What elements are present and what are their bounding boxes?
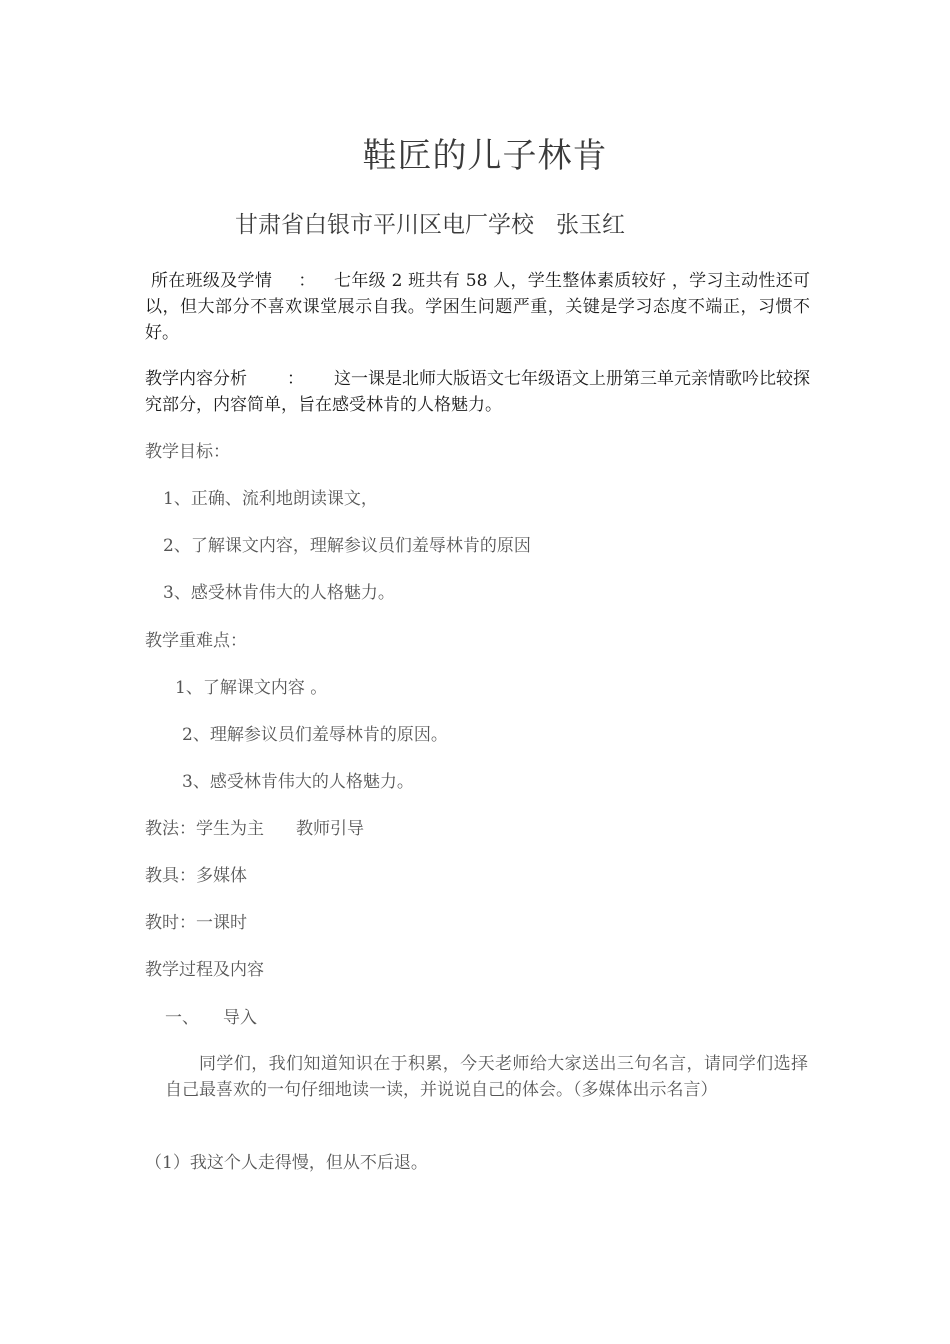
document-title: 鞋匠的儿子林肯 [362,136,608,176]
content-analysis-colon: ： [287,369,304,389]
goals-heading: 教学目标： [145,442,230,462]
section-number: 一、 [165,1008,199,1028]
goal-item-3: 3、感受林肯伟大的人格魅力。 [163,583,395,603]
method-teacher: 教师引导 [296,819,364,839]
content-analysis-paragraph [145,366,810,418]
key-point-item-1: 1、了解课文内容 。 [175,678,328,698]
key-point-item-2: 2、理解参议员们羞辱林肯的原因。 [182,725,448,745]
quote-1: （1）我这个人走得慢，但从不后退。 [145,1153,428,1173]
key-points-heading: 教学重难点： [145,631,247,651]
class-info-paragraph [145,268,810,346]
goal-item-1: 1、正确、流利地朗读课文， [163,489,378,509]
process-heading: 教学过程及内容 [145,960,264,980]
tools-line: 教具：多媒体 [145,866,247,886]
method-student: 学生为主 [196,819,264,839]
class-info-text: 七年级 2 班共有 58 人，学生整体素质较好 ，学习主动性还可以，但大部分不喜欢课堂展示自我。学困生问题严重，关键是学习态度不端正，习惯不好。 [145,271,811,343]
class-info-label: 所在班级及学情 [151,271,273,291]
author-name: 张玉红 [556,212,625,238]
section-title: 导入 [223,1008,257,1028]
goal-item-2: 2、了解课文内容，理解参议员们羞辱林肯的原因 [163,536,531,556]
author-line [235,206,625,239]
key-point-item-3: 3、感受林肯伟大的人格魅力。 [182,772,414,792]
section-one [165,1005,257,1031]
class-info-colon: ： [298,271,316,291]
intro-paragraph: 同学们，我们知道知识在于积累，今天老师给大家送出三句名言，请同学们选择自己最喜欢的一句仔细地读一读，并说说自己的体会。（多媒体出示名言） [165,1054,808,1100]
method-line [145,816,364,842]
content-analysis-text: 这一课是北师大版语文七年级语文上册第三单元亲情歌吟比较探究部分，内容简单，旨在感受林肯的人格魅力。 [145,369,810,415]
hours-line: 教时：一课时 [145,913,247,933]
content-analysis-label: 教学内容分析 [145,369,247,389]
author-school: 甘肃省白银市平川区电厂学校 [235,212,534,238]
method-label: 教法： [145,819,196,839]
